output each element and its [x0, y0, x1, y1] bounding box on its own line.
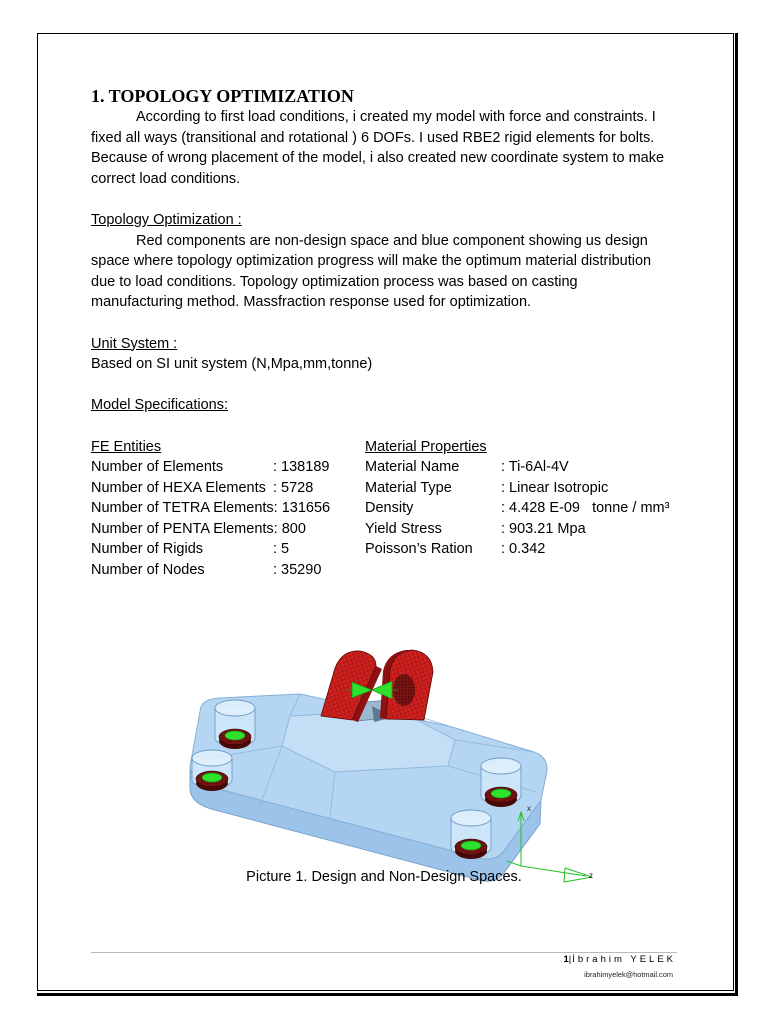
bolt-hole-4 — [451, 810, 491, 859]
paragraph-line: According to first load conditions, i created my model with force and constraints. I — [136, 109, 656, 125]
paragraph-line: manufacturing method. Massfraction response used for optimization. — [91, 294, 532, 311]
fe-entity-row — [91, 457, 365, 478]
fe-entity-value: : 800 — [273, 520, 306, 537]
fe-entity-value: : 138189 — [273, 459, 330, 476]
material-properties-title: Material Properties — [365, 438, 487, 455]
topology-optimization-title: Topology Optimization : — [91, 211, 242, 228]
page-border-shadow-bottom — [37, 993, 738, 996]
bolt-cylinder-top — [215, 700, 255, 716]
spacer — [91, 416, 681, 437]
bolt-hole-2 — [192, 750, 232, 791]
paragraph-line: Red components are non-design space and blue component showing us design — [136, 232, 648, 249]
fe-entity-value: : 131656 — [273, 500, 331, 517]
intro-paragraph — [91, 107, 681, 189]
paragraph-line: due to load conditions. Topology optimization process was based on casting — [91, 273, 578, 290]
bolt-cylinder-top — [481, 758, 521, 774]
page-border-shadow-right — [735, 33, 738, 996]
fe-entity-label: Number of Elements — [91, 459, 224, 476]
fea-model-figure — [180, 640, 610, 890]
footer-email: ibrahimyelek@hotmail.com — [584, 970, 673, 979]
model-specifications-title: Model Specifications: — [91, 397, 229, 414]
bolt-cylinder-top — [192, 750, 232, 766]
fe-entities-title: FE Entities — [91, 438, 162, 455]
fe-entity-label: Number of PENTA Elements — [91, 520, 274, 537]
paragraph-line: space where topology optimization progress will make the optimum material distribution — [91, 253, 652, 270]
topology-optimization-paragraph — [91, 231, 681, 313]
bolt-rigid-element — [225, 731, 245, 740]
z-axis-label: z — [589, 871, 593, 880]
material-row — [365, 498, 681, 519]
material-row — [365, 539, 681, 560]
paragraph-line: fixed all ways (transitional and rotational ) 6 DOFs. I used RBE2 rigid elements for bolts. — [91, 129, 655, 146]
bolt-rigid-element — [461, 841, 481, 850]
spacer — [91, 375, 681, 396]
fe-entity-row — [91, 478, 365, 499]
footer-divider — [91, 952, 677, 953]
unit-system-title: Unit System : — [91, 335, 178, 352]
material-value: : 0.342 — [501, 541, 546, 558]
fe-entity-row — [91, 498, 365, 519]
page-number: 1 — [563, 954, 569, 965]
footer-author-line — [563, 954, 676, 966]
document-body — [91, 85, 681, 581]
material-label: Poisson’s Ration — [365, 541, 473, 558]
paragraph-line: correct load conditions. — [91, 170, 241, 187]
material-value: : Linear Isotropic — [501, 479, 609, 496]
fe-entities-column — [91, 437, 365, 581]
material-label: Material Type — [365, 479, 452, 496]
spacer — [91, 189, 681, 210]
material-label: Yield Stress — [365, 520, 442, 537]
material-row — [365, 478, 681, 499]
bolt-rigid-element — [491, 789, 511, 798]
fe-entity-value: : 5728 — [273, 479, 314, 496]
x-axis-label: x — [527, 804, 531, 813]
spacer — [91, 313, 681, 334]
fe-entity-value: : 35290 — [273, 562, 322, 579]
material-value: : Ti-6Al-4V — [501, 459, 569, 476]
footer-separator: | — [568, 954, 572, 965]
fe-entity-label: Number of TETRA Elements — [91, 500, 274, 517]
material-properties-column — [365, 437, 681, 581]
material-value: : 903.21 Mpa — [501, 520, 586, 537]
material-row — [365, 457, 681, 478]
material-label: Material Name — [365, 459, 460, 476]
footer-author: İbrahim YELEK — [572, 954, 676, 965]
section-heading: 1. TOPOLOGY OPTIMIZATION — [91, 86, 354, 106]
fe-entity-label: Number of Nodes — [91, 562, 205, 579]
fe-entity-value: : 5 — [273, 541, 290, 558]
specifications-table — [91, 437, 681, 581]
fe-entity-row — [91, 560, 365, 581]
bolt-hole-1 — [215, 700, 255, 749]
material-row — [365, 519, 681, 540]
fe-entity-row — [91, 539, 365, 560]
bolt-cylinder-top — [451, 810, 491, 826]
fe-entity-label: Number of Rigids — [91, 541, 204, 558]
unit-system-text: Based on SI unit system (N,Mpa,mm,tonne) — [91, 356, 373, 373]
figure-caption: Picture 1. Design and Non-Design Spaces. — [246, 869, 522, 885]
paragraph-line: Because of wrong placement of the model, i also created new coordinate system to make — [91, 150, 665, 167]
bolt-rigid-element — [202, 773, 222, 782]
bolt-hole-3 — [481, 758, 521, 807]
fe-entity-label: Number of HEXA Elements — [91, 479, 266, 496]
material-label: Density — [365, 500, 414, 517]
fe-entity-row — [91, 519, 365, 540]
material-value: : 4.428 E-09 tonne / mm³ — [501, 500, 670, 517]
